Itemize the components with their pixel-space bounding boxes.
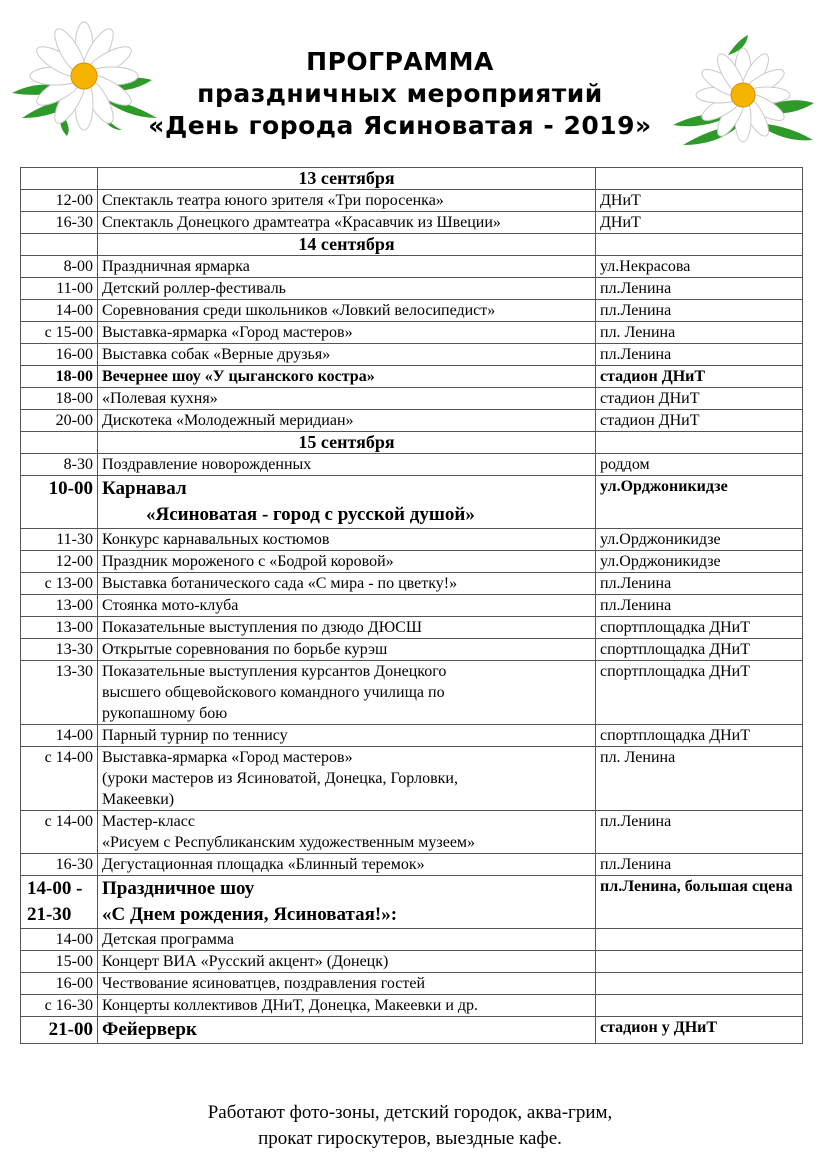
event-location	[596, 973, 803, 995]
table-row	[21, 995, 803, 1017]
event-line: Чествование ясиноватцев, поздравления гостей	[102, 975, 426, 992]
event-line: «Ясиноватая - город с русской душой»	[146, 504, 475, 525]
event-title	[98, 410, 596, 432]
page-header	[0, 0, 820, 165]
table-row	[21, 454, 803, 476]
event-line: Мастер-класс	[102, 813, 195, 830]
table-row	[21, 366, 803, 388]
title-line-2: праздничных мероприятий	[197, 79, 603, 108]
event-location	[596, 995, 803, 1017]
table-row	[21, 256, 803, 278]
event-location: пл.Ленина	[596, 300, 803, 322]
date-row-time-cell	[21, 168, 98, 190]
daisy-flower-icon	[668, 35, 818, 150]
event-location: ул.Некрасова	[596, 256, 803, 278]
event-time: 12-00	[21, 190, 98, 212]
event-time: 15-00	[21, 951, 98, 973]
table-row	[21, 344, 803, 366]
event-title	[98, 854, 596, 876]
event-title	[98, 811, 596, 854]
date-heading: 13 сентября	[98, 168, 596, 190]
table-row	[21, 278, 803, 300]
event-time: с 16-30	[21, 995, 98, 1017]
table-row	[21, 476, 803, 529]
table-row	[21, 410, 803, 432]
table-row	[21, 617, 803, 639]
event-title	[98, 278, 596, 300]
event-location: ул.Орджоникидзе	[596, 529, 803, 551]
event-location: пл.Ленина	[596, 854, 803, 876]
event-time: 16-00	[21, 344, 98, 366]
title-line-1: ПРОГРАММА	[306, 47, 494, 76]
event-line: Концерты коллективов ДНиТ, Донецка, Макеевки и др.	[102, 997, 479, 1014]
event-time: 8-30	[21, 454, 98, 476]
event-line: рукопашному бою	[102, 705, 228, 722]
event-title	[98, 876, 596, 929]
footer-line-2: прокат гироскутеров, выездные кафе.	[258, 1128, 562, 1149]
event-title	[98, 190, 596, 212]
table-row	[21, 551, 803, 573]
event-location	[596, 929, 803, 951]
event-line: Стоянка мото-клуба	[102, 597, 239, 614]
date-row	[21, 234, 803, 256]
title-line-3: «День города Ясиноватая - 2019»	[148, 111, 652, 140]
program-table-body	[21, 168, 803, 1044]
event-line: Детский роллер-фестиваль	[102, 280, 286, 297]
event-line: Праздничная ярмарка	[102, 258, 250, 275]
event-time: 11-30	[21, 529, 98, 551]
event-line: Выставка-ярмарка «Город мастеров»	[102, 324, 353, 341]
event-title	[98, 366, 596, 388]
table-row	[21, 876, 803, 929]
event-title	[98, 300, 596, 322]
event-title	[98, 454, 596, 476]
event-line: Праздник мороженого с «Бодрой коровой»	[102, 553, 394, 570]
event-line: Вечернее шоу «У цыганского костра»	[102, 368, 375, 385]
event-location: стадион ДНиТ	[596, 388, 803, 410]
event-title	[98, 973, 596, 995]
event-location: ул.Орджоникидзе	[596, 476, 803, 529]
event-line: Дискотека «Молодежный меридиан»	[102, 412, 354, 429]
table-row	[21, 388, 803, 410]
event-line: высшего общевойскового командного училища по	[102, 684, 445, 701]
event-line: Открытые соревнования по борьбе курэш	[102, 641, 388, 658]
event-time: 14-00 - 21-30	[21, 876, 98, 929]
event-location: роддом	[596, 454, 803, 476]
event-title	[98, 256, 596, 278]
event-time: 8-00	[21, 256, 98, 278]
table-row	[21, 190, 803, 212]
program-table	[20, 167, 803, 1044]
footer-line-1: Работают фото-зоны, детский городок, аква-грим,	[207, 1102, 613, 1123]
event-line: (уроки мастеров из Ясиноватой, Донецка, Горловки,	[102, 770, 458, 787]
table-row	[21, 929, 803, 951]
page-title	[130, 46, 670, 142]
table-row	[21, 212, 803, 234]
event-line: Макеевки)	[102, 791, 175, 808]
event-title	[98, 639, 596, 661]
event-line: Спектакль Донецкого драмтеатра «Красавчик из Швеции»	[102, 214, 501, 231]
event-line: Выставка-ярмарка «Город мастеров»	[102, 749, 353, 766]
event-location: спортплощадка ДНиТ	[596, 617, 803, 639]
event-title	[98, 747, 596, 811]
event-time: 16-00	[21, 973, 98, 995]
event-line: Концерт ВИА «Русский акцент» (Донецк)	[102, 953, 389, 970]
event-time: 14-00	[21, 929, 98, 951]
table-row	[21, 725, 803, 747]
event-title	[98, 573, 596, 595]
table-row	[21, 854, 803, 876]
event-time: 12-00	[21, 551, 98, 573]
event-location: спортплощадка ДНиТ	[596, 725, 803, 747]
event-title	[98, 725, 596, 747]
date-row-place-cell	[596, 234, 803, 256]
event-line: «Рисуем с Республиканским художественным музеем»	[102, 834, 476, 851]
date-row-time-cell	[21, 432, 98, 454]
event-location: пл.Ленина	[596, 573, 803, 595]
event-time: с 14-00	[21, 747, 98, 811]
table-row	[21, 661, 803, 725]
event-time: 11-00	[21, 278, 98, 300]
event-line: Соревнования среди школьников «Ловкий велосипедист»	[102, 302, 496, 319]
event-time: с 13-00	[21, 573, 98, 595]
event-time: 20-00	[21, 410, 98, 432]
event-line: Детская программа	[102, 931, 234, 948]
event-line: Выставка собак «Верные друзья»	[102, 346, 331, 363]
event-location: пл.Ленина	[596, 595, 803, 617]
event-location: ДНиТ	[596, 190, 803, 212]
event-location: пл. Ленина	[596, 747, 803, 811]
event-time: 13-00	[21, 595, 98, 617]
date-heading: 15 сентября	[98, 432, 596, 454]
event-location: пл.Ленина	[596, 278, 803, 300]
table-row	[21, 973, 803, 995]
table-row	[21, 747, 803, 811]
event-time: с 15-00	[21, 322, 98, 344]
event-title	[98, 551, 596, 573]
event-location: пл.Ленина	[596, 344, 803, 366]
event-time: 16-30	[21, 854, 98, 876]
date-row-place-cell	[596, 168, 803, 190]
event-line: Парный турнир по теннису	[102, 727, 288, 744]
event-line: Показательные выступления по дзюдо ДЮСШ	[102, 619, 422, 636]
event-location: пл.Ленина, большая сцена	[596, 876, 803, 929]
event-location: пл.Ленина	[596, 811, 803, 854]
event-location: спортплощадка ДНиТ	[596, 639, 803, 661]
date-heading: 14 сентября	[98, 234, 596, 256]
event-time: 13-30	[21, 661, 98, 725]
table-row	[21, 1017, 803, 1044]
event-title	[98, 617, 596, 639]
event-title	[98, 1017, 596, 1044]
event-location	[596, 951, 803, 973]
event-title	[98, 661, 596, 725]
event-title	[98, 212, 596, 234]
event-line: Праздничное шоу	[102, 878, 255, 899]
event-time: 13-00	[21, 617, 98, 639]
table-row	[21, 529, 803, 551]
table-row	[21, 951, 803, 973]
event-location: спортплощадка ДНиТ	[596, 661, 803, 725]
event-location: пл. Ленина	[596, 322, 803, 344]
table-row	[21, 811, 803, 854]
table-row	[21, 322, 803, 344]
event-title	[98, 595, 596, 617]
event-line: Дегустационная площадка «Блинный теремок»	[102, 856, 425, 873]
date-row-place-cell	[596, 432, 803, 454]
date-row	[21, 432, 803, 454]
event-time: 18-00	[21, 366, 98, 388]
date-row-time-cell	[21, 234, 98, 256]
table-row	[21, 595, 803, 617]
table-row	[21, 300, 803, 322]
date-row	[21, 168, 803, 190]
event-line: Фейерверк	[102, 1019, 197, 1040]
event-time: 13-30	[21, 639, 98, 661]
event-line: Показательные выступления курсантов Донецкого	[102, 663, 447, 680]
table-row	[21, 573, 803, 595]
event-title	[98, 951, 596, 973]
event-title	[98, 476, 596, 529]
table-row	[21, 639, 803, 661]
event-location: стадион у ДНиТ	[596, 1017, 803, 1044]
event-time: 14-00	[21, 725, 98, 747]
event-title	[98, 344, 596, 366]
event-line: Спектакль театра юного зрителя «Три поросенка»	[102, 192, 444, 209]
event-time: с 14-00	[21, 811, 98, 854]
event-location: стадион ДНиТ	[596, 366, 803, 388]
event-line: Выставка ботанического сада «С мира - по цветку!»	[102, 575, 458, 592]
event-title	[98, 995, 596, 1017]
event-location: ул.Орджоникидзе	[596, 551, 803, 573]
event-time: 10-00	[21, 476, 98, 529]
event-time: 16-30	[21, 212, 98, 234]
footer-note	[0, 1100, 820, 1152]
event-line: «С Днем рождения, Ясиноватая!»:	[102, 904, 398, 925]
event-title	[98, 529, 596, 551]
event-title	[98, 388, 596, 410]
event-time: 14-00	[21, 300, 98, 322]
event-time: 18-00	[21, 388, 98, 410]
event-location: стадион ДНиТ	[596, 410, 803, 432]
event-title	[98, 929, 596, 951]
event-line: «Полевая кухня»	[102, 390, 218, 407]
event-location: ДНиТ	[596, 212, 803, 234]
event-line: Поздравление новорожденных	[102, 456, 312, 473]
event-line: Карнавал	[102, 478, 187, 499]
event-title	[98, 322, 596, 344]
event-time: 21-00	[21, 1017, 98, 1044]
event-line: Конкурс карнавальных костюмов	[102, 531, 330, 548]
